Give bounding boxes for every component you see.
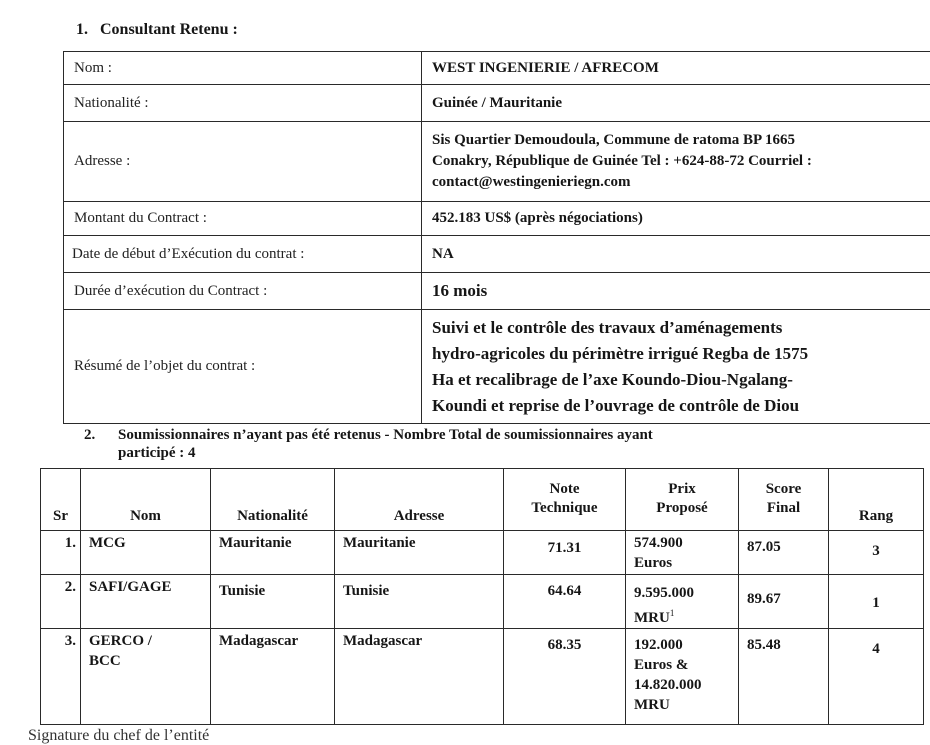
cell-nom: MCG	[81, 531, 211, 575]
header-adresse: Adresse	[335, 469, 504, 531]
section-1-heading: Consultant Retenu :	[100, 21, 238, 38]
summary-line: Ha et recalibrage de l’axe Koundo-Diou-Ngalang-	[432, 367, 924, 393]
consultant-row-nationalite	[64, 85, 930, 122]
row-label: Montant du Contract :	[64, 202, 422, 236]
cell-note: 68.35	[504, 629, 626, 725]
cell-sr: 1.	[41, 531, 81, 575]
bidders-table	[40, 468, 924, 725]
cell-note: 64.64	[504, 575, 626, 629]
address-line: Sis Quartier Demoudoula, Commune de ratoma BP 1665	[432, 130, 924, 151]
cell-adresse: Mauritanie	[335, 531, 504, 575]
header-note	[504, 469, 626, 531]
prix-line: 9.595.000	[634, 583, 738, 603]
prix-line: 192.000	[634, 635, 738, 655]
cell-sr: 3.	[41, 629, 81, 725]
cell-nationalite: Mauritanie	[211, 531, 335, 575]
section-2-heading-line1: Soumissionnaires n’ayant pas été retenus - Nombre Total de soumissionnaires ayant	[118, 427, 653, 443]
cell-score: 85.48	[739, 629, 829, 725]
cell-score: 87.05	[739, 531, 829, 575]
row-value: Guinée / Mauritanie	[422, 85, 930, 122]
cell-nationalite: Madagascar	[211, 629, 335, 725]
table-row	[41, 629, 924, 725]
row-label: Date de début d’Exécution du contrat :	[64, 236, 422, 273]
header-rang: Rang	[829, 469, 924, 531]
cell-adresse: Tunisie	[335, 575, 504, 629]
bidders-header-row	[41, 469, 924, 531]
table-row	[41, 531, 924, 575]
prix-line: 574.900	[634, 533, 738, 553]
consultant-row-adresse	[64, 122, 930, 202]
cell-prix	[626, 629, 739, 725]
table-row	[41, 575, 924, 629]
summary-line: Suivi et le contrôle des travaux d’aménagements	[432, 315, 924, 341]
consultant-row-date-debut	[64, 236, 930, 273]
cell-sr: 2.	[41, 575, 81, 629]
header-nationalite: Nationalité	[211, 469, 335, 531]
header-score-line2: Final	[739, 499, 828, 518]
consultant-table	[63, 51, 930, 424]
cell-rang: 3	[829, 531, 924, 575]
header-sr: Sr	[41, 469, 81, 531]
section-2-title	[84, 426, 653, 462]
address-line: contact@westingenieriegn.com	[432, 172, 924, 193]
section-1-title	[76, 21, 238, 39]
summary-line: hydro-agricoles du périmètre irrigué Regba de 1575	[432, 341, 924, 367]
row-value: 16 mois	[422, 273, 930, 310]
row-value: 452.183 US$ (après négociations)	[422, 202, 930, 236]
row-label: Nationalité :	[64, 85, 422, 122]
summary-line: Koundi et reprise de l’ouvrage de contrôle de Diou	[432, 393, 924, 419]
cell-rang: 1	[829, 575, 924, 629]
cell-nom: SAFI/GAGE	[81, 575, 211, 629]
row-label: Durée d’exécution du Contract :	[64, 273, 422, 310]
prix-line: 14.820.000	[634, 675, 738, 695]
header-nom: Nom	[81, 469, 211, 531]
cell-score: 89.67	[739, 575, 829, 629]
header-prix-line1: Prix	[626, 480, 738, 499]
cell-nom	[81, 629, 211, 725]
cell-prix	[626, 531, 739, 575]
header-prix-line2: Proposé	[626, 499, 738, 518]
consultant-row-montant	[64, 202, 930, 236]
address-line: Conakry, République de Guinée Tel : +624-88-72 Courriel :	[432, 151, 924, 172]
header-score	[739, 469, 829, 531]
prix-line: MRU	[634, 695, 738, 715]
footnote-marker: 1	[670, 608, 675, 618]
section-2-heading-line2: participé : 4	[118, 445, 195, 461]
cell-rang: 4	[829, 629, 924, 725]
header-score-line1: Score	[739, 480, 828, 499]
section-1-number: 1.	[76, 21, 96, 39]
prix-line: Euros	[634, 553, 738, 573]
prix-line-text: MRU	[634, 610, 670, 626]
consultant-row-duree	[64, 273, 930, 310]
row-label: Nom :	[64, 52, 422, 85]
row-value	[422, 310, 930, 424]
nom-line: GERCO /	[89, 631, 210, 651]
header-prix	[626, 469, 739, 531]
row-value: WEST INGENIERIE / AFRECOM	[422, 52, 930, 85]
prix-line: Euros &	[634, 655, 738, 675]
row-value: NA	[422, 236, 930, 273]
consultant-row-resume	[64, 310, 930, 424]
header-note-line1: Note	[504, 480, 625, 499]
cell-prix	[626, 575, 739, 629]
cell-nationalite: Tunisie	[211, 575, 335, 629]
section-2-number: 2.	[84, 426, 118, 444]
header-note-line2: Technique	[504, 499, 625, 518]
cell-note: 71.31	[504, 531, 626, 575]
row-value	[422, 122, 930, 202]
footer-signature-text: Signature du chef de l’entité	[28, 727, 209, 745]
row-label: Résumé de l’objet du contrat :	[64, 310, 422, 424]
consultant-row-nom	[64, 52, 930, 85]
prix-line	[634, 603, 738, 628]
row-label: Adresse :	[64, 122, 422, 202]
cell-adresse: Madagascar	[335, 629, 504, 725]
nom-line: BCC	[89, 651, 210, 671]
